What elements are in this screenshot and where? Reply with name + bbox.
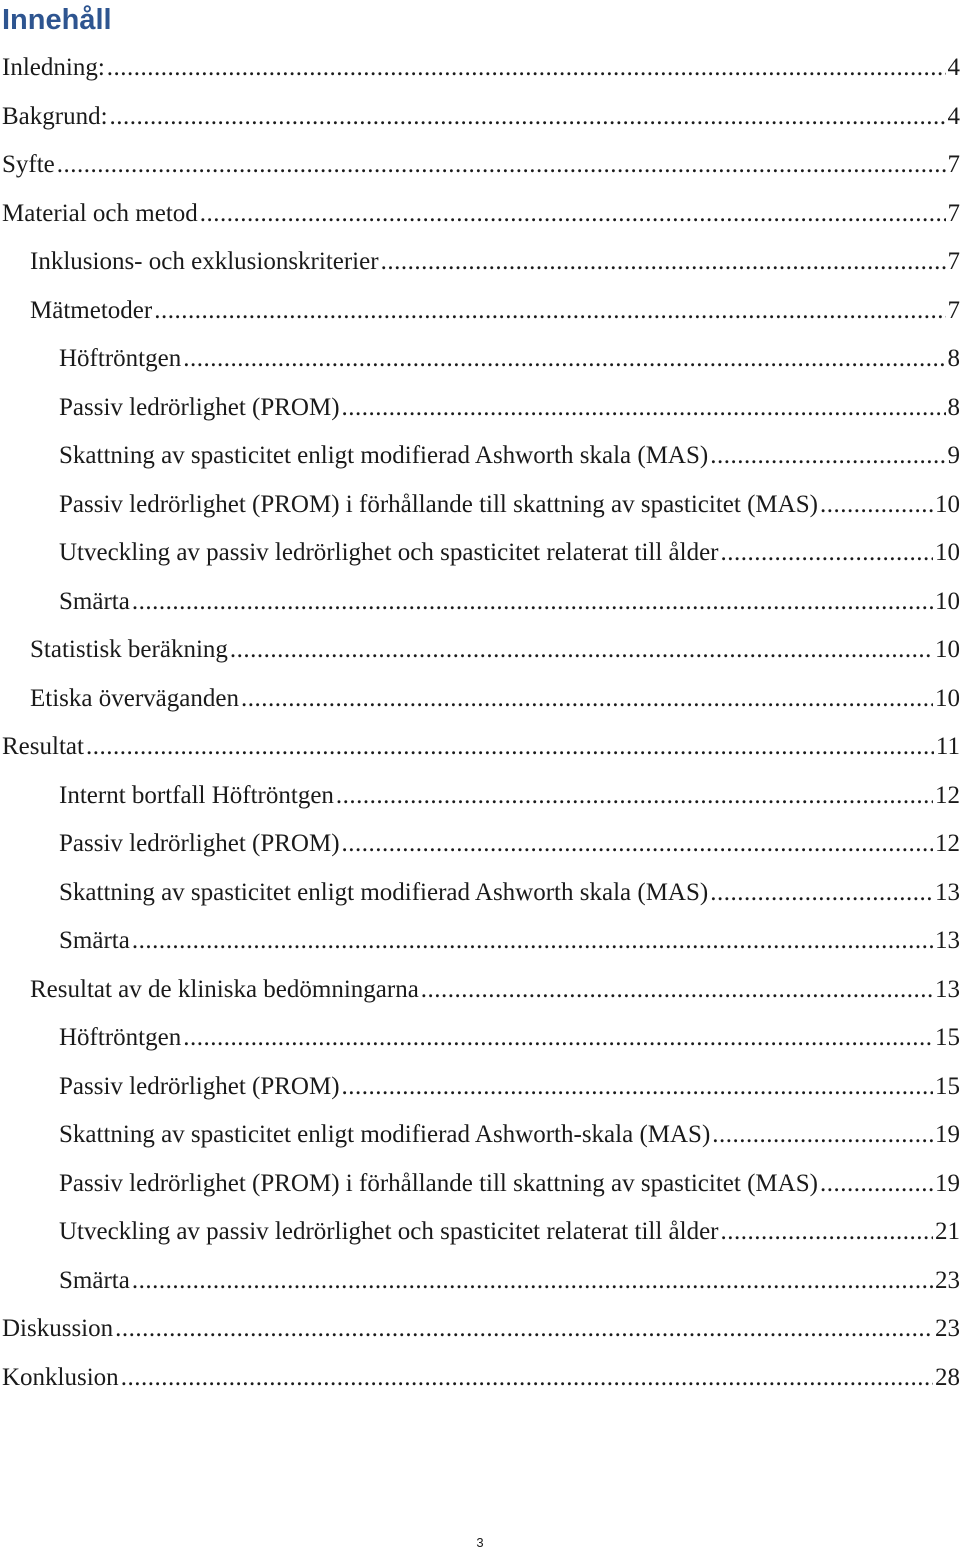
toc-entry[interactable] bbox=[0, 675, 960, 724]
toc-entry[interactable] bbox=[0, 287, 960, 336]
toc-entry-page-number: 15 bbox=[935, 1072, 960, 1100]
toc-entry[interactable] bbox=[0, 966, 960, 1015]
toc-entry-page-number: 9 bbox=[947, 442, 960, 469]
toc-entry-title: Bakgrund: bbox=[2, 102, 108, 130]
dot-leader bbox=[57, 141, 946, 190]
toc-entry-page-number: 12 bbox=[935, 830, 960, 857]
dot-leader bbox=[721, 1208, 934, 1257]
toc-entry-title: Syfte bbox=[2, 151, 55, 178]
toc-entry-page-number: 15 bbox=[935, 1024, 960, 1051]
toc-entry[interactable] bbox=[0, 772, 960, 821]
dot-leader bbox=[200, 190, 946, 239]
toc-entry-title: Passiv ledrörlighet (PROM) bbox=[59, 393, 340, 421]
dot-leader bbox=[183, 335, 945, 384]
dot-leader bbox=[342, 384, 946, 433]
toc-entry-title: Inledning: bbox=[2, 54, 105, 81]
dot-leader bbox=[820, 481, 933, 530]
toc-entry-page-number: 4 bbox=[947, 102, 960, 130]
toc-entry-title: Statistisk beräkning bbox=[30, 636, 228, 663]
toc-entry[interactable] bbox=[0, 1014, 960, 1063]
dot-leader bbox=[121, 1354, 933, 1403]
dot-leader bbox=[154, 287, 945, 336]
toc-entry[interactable] bbox=[0, 44, 960, 93]
toc-entry-page-number: 10 bbox=[935, 587, 960, 615]
toc-entry[interactable] bbox=[0, 190, 960, 239]
toc-heading: Innehåll bbox=[2, 4, 112, 36]
toc-entry-page-number: 19 bbox=[935, 1169, 960, 1197]
dot-leader bbox=[107, 44, 946, 93]
dot-leader bbox=[86, 723, 934, 772]
toc-entry[interactable] bbox=[0, 1111, 960, 1160]
toc-entry[interactable] bbox=[0, 1160, 960, 1209]
dot-leader bbox=[710, 432, 945, 481]
toc-entry[interactable] bbox=[0, 578, 960, 627]
toc-entry-page-number: 23 bbox=[935, 1266, 960, 1294]
toc-entry-page-number: 21 bbox=[935, 1218, 960, 1245]
toc-entry-title: Resultat bbox=[2, 733, 84, 760]
toc-entry[interactable] bbox=[0, 626, 960, 675]
toc-entry[interactable] bbox=[0, 238, 960, 287]
toc-entry-title: Passiv ledrörlighet (PROM) i förhållande till skattning av spasticitet (MAS) bbox=[59, 490, 818, 518]
table-of-contents bbox=[0, 44, 960, 1402]
toc-entry-page-number: 10 bbox=[935, 490, 960, 518]
toc-entry-title: Internt bortfall Höftröntgen bbox=[59, 781, 334, 809]
toc-entry-page-number: 11 bbox=[935, 733, 960, 760]
toc-entry-title: Diskussion bbox=[2, 1315, 114, 1342]
toc-entry[interactable] bbox=[0, 820, 960, 869]
dot-leader bbox=[183, 1014, 933, 1063]
toc-entry-page-number: 10 bbox=[935, 684, 960, 712]
toc-entry-page-number: 10 bbox=[935, 539, 960, 566]
dot-leader bbox=[115, 1305, 933, 1354]
toc-entry-page-number: 4 bbox=[947, 54, 960, 81]
dot-leader bbox=[132, 917, 933, 966]
toc-entry-title: Smärta bbox=[59, 1266, 130, 1294]
toc-entry[interactable] bbox=[0, 1257, 960, 1306]
toc-entry-page-number: 7 bbox=[947, 151, 960, 178]
toc-entry-title: Etiska överväganden bbox=[30, 684, 239, 712]
dot-leader bbox=[721, 529, 934, 578]
toc-entry-page-number: 7 bbox=[947, 296, 960, 324]
toc-entry[interactable] bbox=[0, 1063, 960, 1112]
toc-entry[interactable] bbox=[0, 384, 960, 433]
toc-entry-title: Utveckling av passiv ledrörlighet och spasticitet relaterat till ålder bbox=[59, 1218, 719, 1245]
toc-entry[interactable] bbox=[0, 529, 960, 578]
dot-leader bbox=[132, 578, 933, 627]
toc-entry-title: Passiv ledrörlighet (PROM) bbox=[59, 1072, 340, 1100]
dot-leader bbox=[241, 675, 933, 724]
toc-entry-page-number: 7 bbox=[947, 199, 960, 227]
toc-entry[interactable] bbox=[0, 481, 960, 530]
toc-entry-page-number: 13 bbox=[935, 878, 960, 906]
toc-entry[interactable] bbox=[0, 1208, 960, 1257]
toc-entry-page-number: 8 bbox=[947, 345, 960, 372]
toc-entry[interactable] bbox=[0, 1305, 960, 1354]
toc-entry-title: Utveckling av passiv ledrörlighet och spasticitet relaterat till ålder bbox=[59, 539, 719, 566]
toc-entry[interactable] bbox=[0, 917, 960, 966]
dot-leader bbox=[336, 772, 933, 821]
toc-entry-page-number: 13 bbox=[935, 975, 960, 1003]
toc-entry-page-number: 19 bbox=[935, 1121, 960, 1148]
toc-entry-title: Konklusion bbox=[2, 1363, 119, 1391]
toc-entry[interactable] bbox=[0, 1354, 960, 1403]
toc-entry[interactable] bbox=[0, 723, 960, 772]
page-number: 3 bbox=[476, 1535, 484, 1550]
dot-leader bbox=[710, 869, 933, 918]
toc-entry-page-number: 10 bbox=[935, 636, 960, 663]
toc-entry-title: Material och metod bbox=[2, 199, 198, 227]
toc-entry-title: Skattning av spasticitet enligt modifierad Ashworth skala (MAS) bbox=[59, 442, 709, 469]
toc-entry-page-number: 28 bbox=[935, 1363, 960, 1391]
dot-leader bbox=[110, 93, 946, 142]
toc-entry-page-number: 23 bbox=[935, 1315, 960, 1342]
toc-entry-title: Passiv ledrörlighet (PROM) bbox=[59, 830, 340, 857]
toc-entry[interactable] bbox=[0, 432, 960, 481]
toc-entry-title: Höftröntgen bbox=[59, 345, 182, 372]
dot-leader bbox=[342, 1063, 933, 1112]
toc-entry-page-number: 12 bbox=[935, 781, 960, 809]
toc-entry-title: Skattning av spasticitet enligt modifierad Ashworth-skala (MAS) bbox=[59, 1121, 711, 1148]
toc-entry-title: Inklusions- och exklusionskriterier bbox=[30, 248, 379, 275]
toc-entry[interactable] bbox=[0, 869, 960, 918]
dot-leader bbox=[820, 1160, 933, 1209]
toc-entry[interactable] bbox=[0, 335, 960, 384]
dot-leader bbox=[421, 966, 933, 1015]
toc-entry-page-number: 13 bbox=[935, 927, 960, 954]
toc-entry-title: Skattning av spasticitet enligt modifierad Ashworth skala (MAS) bbox=[59, 878, 709, 906]
dot-leader bbox=[342, 820, 933, 869]
toc-entry-title: Mätmetoder bbox=[30, 296, 153, 324]
toc-entry-title: Passiv ledrörlighet (PROM) i förhållande till skattning av spasticitet (MAS) bbox=[59, 1169, 818, 1197]
dot-leader bbox=[381, 238, 946, 287]
toc-entry-title: Höftröntgen bbox=[59, 1024, 182, 1051]
toc-entry-title: Smärta bbox=[59, 587, 130, 615]
dot-leader bbox=[712, 1111, 933, 1160]
dot-leader bbox=[132, 1257, 933, 1306]
toc-entry-title: Resultat av de kliniska bedömningarna bbox=[30, 975, 419, 1003]
dot-leader bbox=[230, 626, 933, 675]
toc-entry[interactable] bbox=[0, 93, 960, 142]
toc-entry-page-number: 7 bbox=[947, 248, 960, 275]
toc-entry-page-number: 8 bbox=[947, 393, 960, 421]
toc-entry-title: Smärta bbox=[59, 927, 130, 954]
toc-entry[interactable] bbox=[0, 141, 960, 190]
